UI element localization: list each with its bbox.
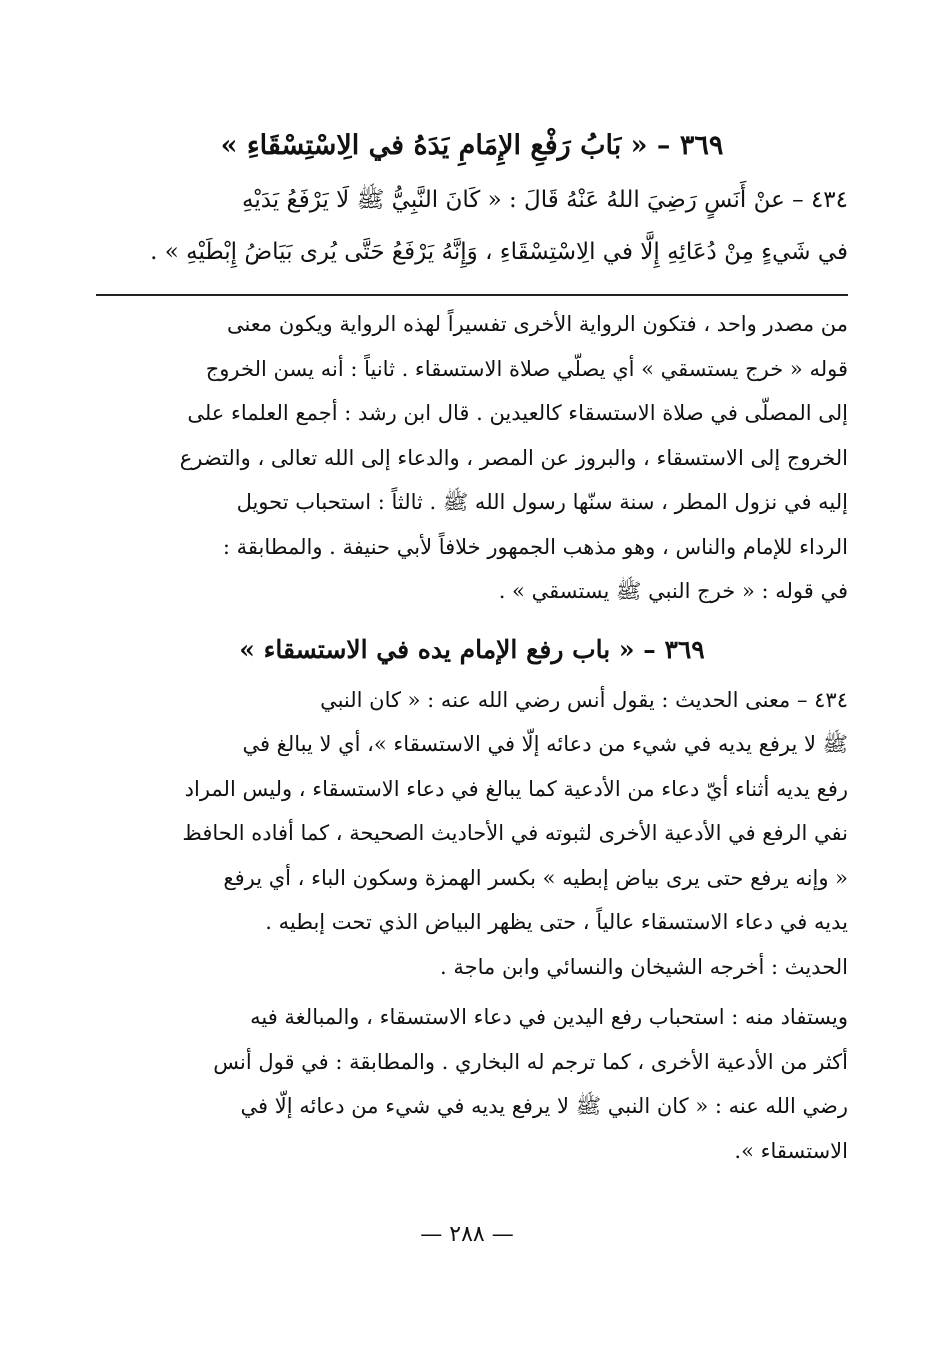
benefit-line: أكثر من الأدعية الأخرى ، كما ترجم له البخاري . والمطابقة : في قول أنس — [213, 1049, 848, 1074]
explanation-text — [96, 678, 848, 990]
separator-rule — [96, 294, 848, 296]
hadith-line: في شَيءٍ مِنْ دُعَائِهِ إِلَّا في الِاسْتِسْقَاءِ ، وَإِنَّهُ يَرْفَعُ حَتَّى يُرى بَيَاضُ إِبْطَيْهِ » . — [150, 239, 848, 265]
commentary-line: إليه في نزول المطر ، سنة سنّها رسول الله ﷺ . ثالثاً : استحباب تحويل — [236, 490, 848, 514]
chapter-heading: ٣٦٩ – « بَابُ رَفْعِ الإِمَامِ يَدَهُ في الِاسْتِسْقَاءِ » — [220, 130, 724, 161]
explanation-line: ٤٣٤ – معنى الحديث : يقول أنس رضي الله عنه : « كان النبي — [320, 687, 848, 712]
hadith-text — [96, 174, 848, 278]
page-body — [96, 118, 848, 1173]
commentary-line: الخروج إلى الاستسقاء ، والبروز عن المصر ، والدعاء إلى الله تعالى ، والتضرع — [179, 445, 848, 470]
page-number: — ٢٨٨ — — [420, 1222, 514, 1247]
explanation-line: رفع يديه أثناء أيّ دعاء من الأدعية كما يبالغ في دعاء الاستسقاء ، وليس المراد — [184, 776, 848, 801]
sub-heading: ٣٦٩ – « باب رفع الإمام يده في الاستسقاء » — [239, 634, 705, 664]
benefit-text — [96, 995, 848, 1173]
hadith-line: ٤٣٤ – عنْ أَنَسٍ رَضِيَ اللهُ عَنْهُ قَالَ : « كَانَ النَّبِيُّ ﷺ لَا يَرْفَعُ يَدَيْهِ — [242, 187, 848, 213]
benefit-line: ويستفاد منه : استحباب رفع اليدين في دعاء الاستسقاء ، والمبالغة فيه — [250, 1005, 848, 1029]
commentary-line: من مصدر واحد ، فتكون الرواية الأخرى تفسيراً لهذه الرواية ويكون معنى — [226, 312, 848, 336]
explanation-line: « وإنه يرفع حتى يرى بياض إبطيه » بكسر الهمزة وسكون الباء ، أي يرفع — [223, 865, 848, 890]
commentary-line: قوله « خرج يستسقي » أي يصلّي صلاة الاستسقاء . ثانياً : أنه يسن الخروج — [205, 356, 848, 381]
explanation-line: نفي الرفع في الأدعية الأخرى لثبوته في الأحاديث الصحيحة ، كما أفاده الحافظ — [182, 821, 848, 845]
explanation-line: يديه في دعاء الاستسقاء عالياً ، حتى يظهر البياض الذي تحت إبطيه . — [265, 910, 848, 934]
benefit-line: الاستسقاء ». — [734, 1138, 848, 1163]
commentary-line: في قوله : « خرج النبي ﷺ يستسقي » . — [498, 579, 848, 603]
commentary-line: الرداء للإمام والناس ، وهو مذهب الجمهور خلافاً لأبي حنيفة . والمطابقة : — [222, 534, 848, 559]
explanation-line: الحديث : أخرجه الشيخان والنسائي وابن ماجة . — [440, 954, 848, 979]
benefit-line: رضي الله عنه : « كان النبي ﷺ لا يرفع يديه في شيء من دعائه إلّا في — [240, 1094, 848, 1118]
explanation-line: ﷺ لا يرفع يديه في شيء من دعائه إلّا في الاستسقاء »، أي لا يبالغ في — [242, 732, 848, 756]
commentary-text — [96, 302, 848, 614]
commentary-line: إلى المصلّى في صلاة الاستسقاء كالعيدين . قال ابن رشد : أجمع العلماء على — [187, 401, 848, 425]
